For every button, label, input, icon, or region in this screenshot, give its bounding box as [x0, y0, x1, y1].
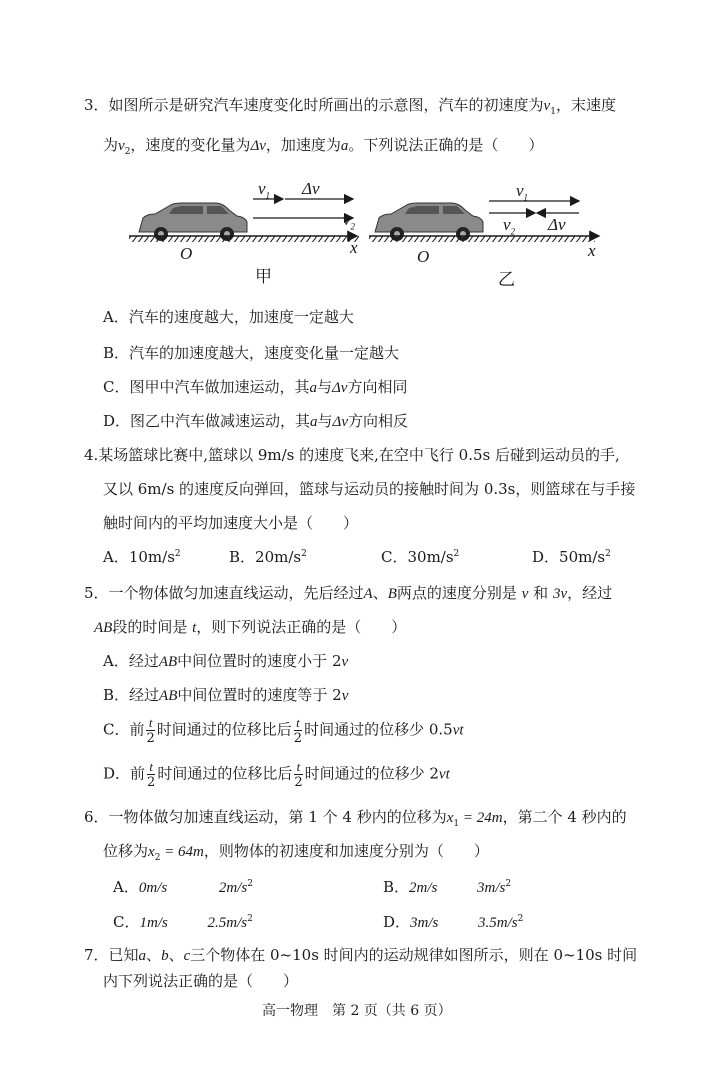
fig-right-axis: x [588, 241, 596, 260]
fig-right-origin: O [417, 247, 430, 266]
q4-line1: 4.某场篮球比赛中,篮球以 9m/s 的速度飞来,在空中飞行 0.5s 后碰到运动员的手, [84, 446, 620, 464]
fig-right-v1-label: $v_1$ [516, 181, 529, 203]
fig-left-caption: 甲 [255, 267, 272, 287]
fig-right-caption: 乙 [498, 270, 515, 290]
fraction-t-over-2: $\frac{t}{2}$ [146, 715, 155, 746]
q5-option-b: B．经过AB中间位置时的速度等于 2v [103, 686, 349, 704]
fig-left-dv-label: Δv [302, 179, 320, 198]
q4-line2: 又以 6m/s 的速度反向弹回，篮球与运动员的接触时间为 0.3s，则篮球在与手接 [103, 480, 636, 498]
fig-right-v2-label: $v_2$ [503, 215, 516, 237]
q6-line2: 位移为$x_2 = 64m$，则物体的初速度和加速度分别为（ ） [103, 842, 489, 863]
q6-option-a: A．0m/s $2m/s^2$ [113, 878, 253, 896]
q5-line2: AB段的时间是 t，则下列说法正确的是（ ） [94, 618, 407, 636]
fig-left-v2-label: $v_2$ [343, 210, 356, 232]
q6-option-c: C．1m/s $2.5m/s^2$ [113, 913, 253, 931]
q4-option-a: A．$10m/s^2$ [103, 548, 181, 566]
fig-left-v1-label: $v_1$ [258, 179, 271, 201]
q5-option-c: C．前 $\frac{t}{2}$ 时间通过的位移比后 $\frac{t}{2}$ 时间通过的位移少 0.5vt [103, 715, 464, 746]
q3-line2: 为$v_2$，速度的变化量为Δv，加速度为a。下列说法正确的是（ ） [103, 136, 544, 157]
fraction-t-over-2: $\frac{t}{2}$ [293, 715, 303, 746]
q5-option-d: D．前 $\frac{t}{2}$ 时间通过的位移比后 $\frac{t}{2}$ 时间通过的位移少 2vt [103, 759, 450, 790]
fraction-t-over-2: $\frac{t}{2}$ [147, 759, 156, 790]
q3-option-a: A．汽车的速度越大，加速度一定越大 [103, 308, 354, 326]
fig-left-axis: x [350, 238, 358, 257]
fig-right-dv-label: Δv [548, 215, 566, 234]
q6-option-b: B．2m/s $3m/s^2$ [383, 878, 512, 896]
q3-line1: 3．如图所示是研究汽车速度变化时所画出的示意图，汽车的初速度为$v_1$，末速度 [84, 96, 616, 117]
q5-line1: 5．一个物体做匀加速直线运动，先后经过A、B两点的速度分别是 v 和 3v，经过 [84, 584, 613, 602]
q4-option-c: C．$30m/s^2$ [381, 548, 460, 566]
q6-option-d: D．3m/s $3.5m/s^2$ [383, 913, 524, 931]
fraction-t-over-2: $\frac{t}{2}$ [294, 759, 303, 790]
q3-option-d: D．图乙中汽车做减速运动，其a与Δv方向相反 [103, 412, 409, 430]
q6-line1: 6．一物体做匀加速直线运动，第 1 个 4 秒内的位移为$x_1 = 24m$，第二个 4 秒内的 [84, 808, 627, 829]
page-footer: 高一物理 第 2 页（共 6 页） [262, 1003, 452, 1019]
q7-line2: 内下列说法正确的是（ ） [103, 972, 299, 990]
q4-line3: 触时间内的平均加速度大小是（ ） [103, 514, 359, 532]
fig-left-origin: O [180, 244, 193, 263]
q4-option-b: B．$20m/s^2$ [229, 548, 307, 566]
figure-left [129, 199, 359, 242]
q3-option-c: C．图甲中汽车做加速运动，其a与Δv方向相同 [103, 378, 408, 396]
q4-option-d: D．$50m/s^2$ [532, 548, 611, 566]
q3-option-b: B．汽车的加速度越大，速度变化量一定越大 [103, 344, 400, 362]
q7-line1: 7．已知a、b、c三个物体在 0~10s 时间内的运动规律如图所示，则在 0~10s 时间 [84, 946, 638, 964]
q5-option-a: A．经过AB中间位置时的速度小于 2v [103, 652, 349, 670]
